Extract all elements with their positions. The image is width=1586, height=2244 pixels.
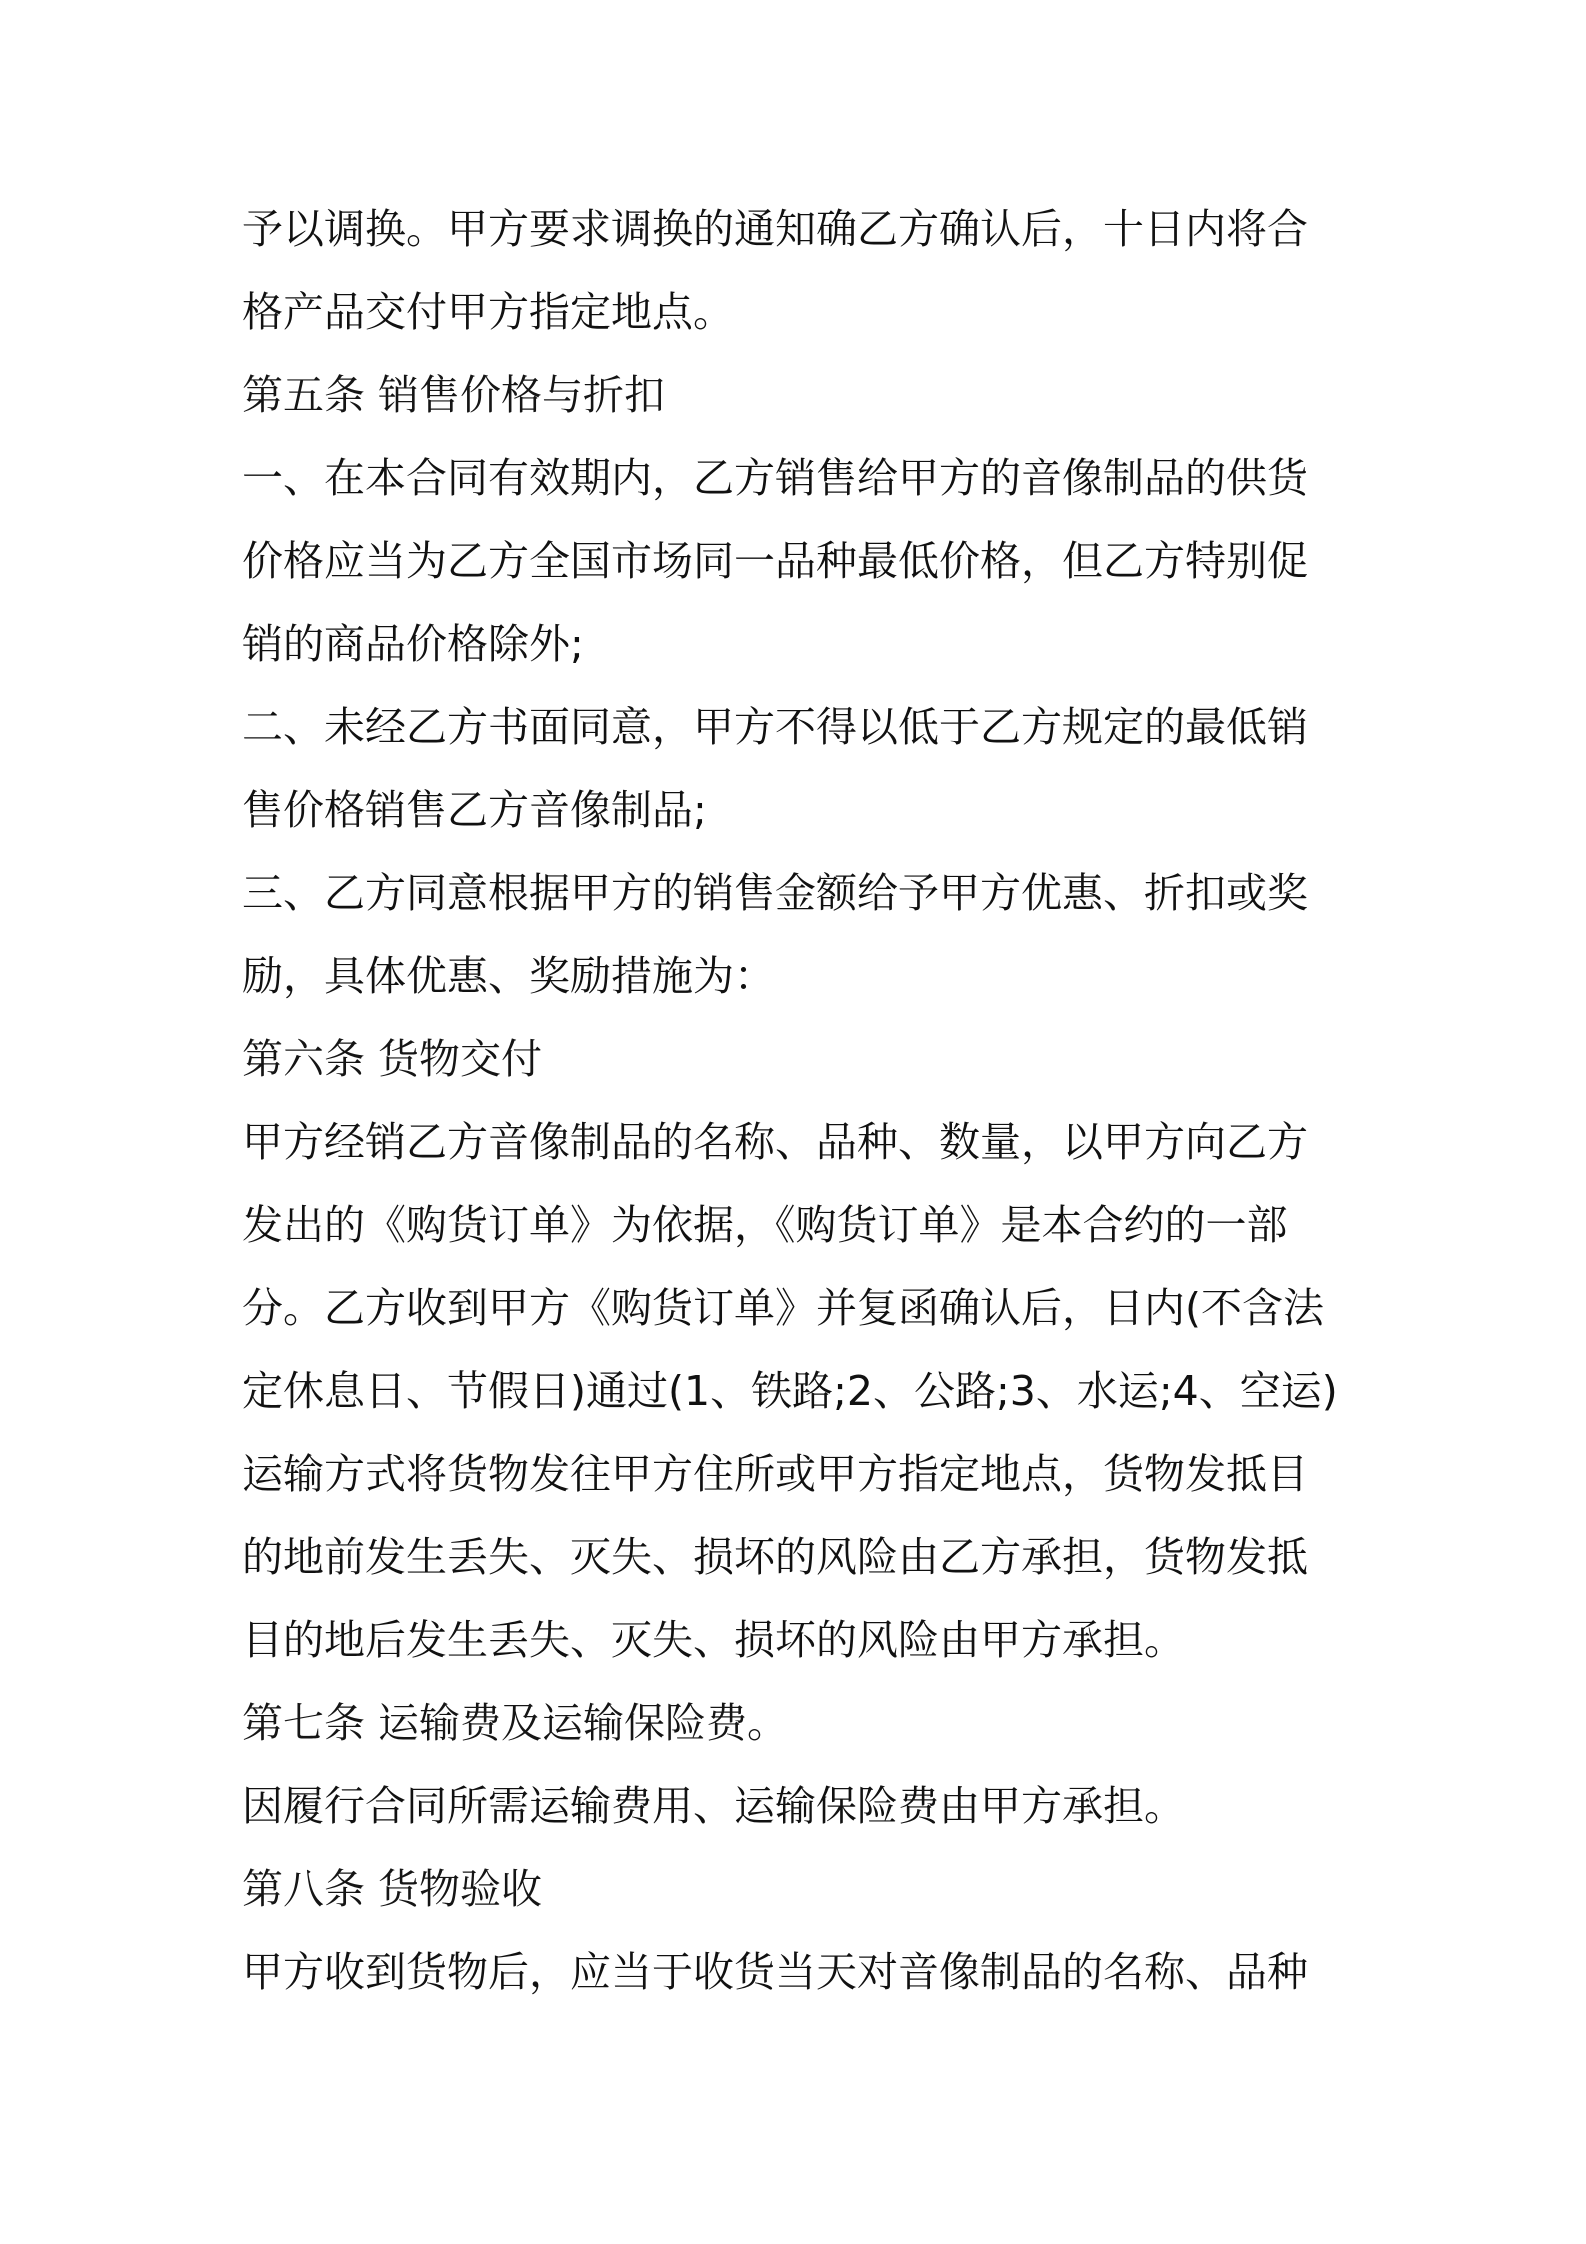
text-line: 运输方式将货物发往甲方住所或甲方指定地点，货物发抵目: [242, 1450, 1308, 1498]
article-heading: 第六条 货物交付: [242, 1035, 543, 1083]
text-line: 目的地后发生丢失、灭失、损坏的风险由甲方承担。: [242, 1616, 1185, 1664]
text-line: 三、乙方同意根据甲方的销售金额给予甲方优惠、折扣或奖: [242, 869, 1308, 917]
text-line: 价格应当为乙方全国市场同一品种最低价格，但乙方特别促: [242, 537, 1308, 585]
text-line: 因履行合同所需运输费用、运输保险费由甲方承担。: [242, 1782, 1185, 1830]
text-line: 分。乙方收到甲方《购货订单》并复函确认后，日内(不含法: [242, 1284, 1324, 1332]
article-heading: 第八条 货物验收: [242, 1865, 543, 1913]
text-line: 励，具体优惠、奖励措施为：: [242, 952, 775, 1000]
text-line: 销的商品价格除外;: [242, 620, 584, 668]
article-heading: 第五条 销售价格与折扣: [242, 371, 666, 419]
text-line: 一、在本合同有效期内，乙方销售给甲方的音像制品的供货: [242, 454, 1308, 502]
article-heading: 第七条 运输费及运输保险费。: [242, 1699, 789, 1747]
text-line: 售价格销售乙方音像制品;: [242, 786, 707, 834]
document-body: [242, 188, 1364, 2014]
text-line: 二、未经乙方书面同意，甲方不得以低于乙方规定的最低销: [242, 703, 1308, 751]
text-line: 予以调换。甲方要求调换的通知确乙方确认后，十日内将合: [242, 205, 1308, 253]
text-line: 格产品交付甲方指定地点。: [242, 288, 734, 336]
text-line: 的地前发生丢失、灭失、损坏的风险由乙方承担，货物发抵: [242, 1533, 1308, 1581]
text-line: 发出的《购货订单》为依据，《购货订单》是本合约的一部: [242, 1201, 1288, 1249]
text-line: 甲方收到货物后，应当于收货当天对音像制品的名称、品种: [242, 1948, 1308, 1996]
text-line: 定休息日、节假日)通过(1、铁路;2、公路;3、水运;4、空运): [242, 1367, 1338, 1415]
text-line: 甲方经销乙方音像制品的名称、品种、数量，以甲方向乙方: [242, 1118, 1308, 1166]
